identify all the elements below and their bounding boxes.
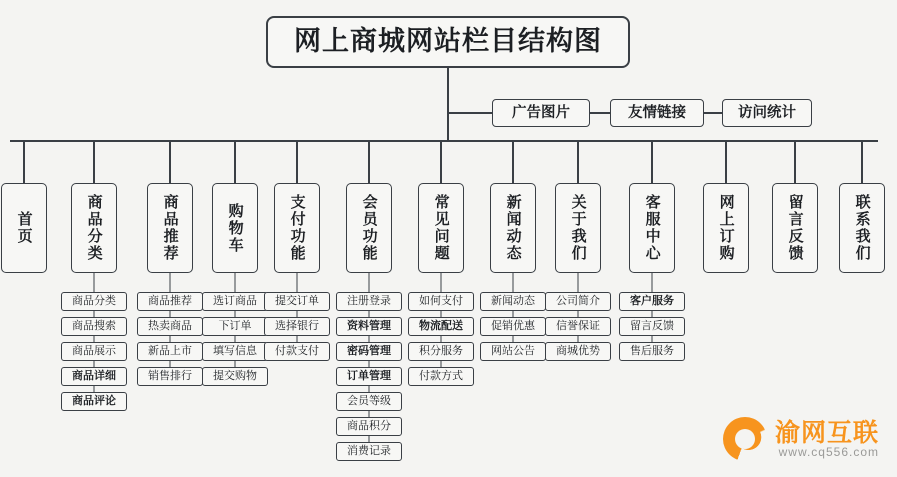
category-13[interactable] <box>839 183 885 273</box>
watermark-url: www.cq556.com <box>778 444 879 459</box>
category-2[interactable] <box>71 183 117 273</box>
node-ad-images[interactable]: 广告图片 <box>492 99 590 127</box>
category-9[interactable] <box>555 183 601 273</box>
leaf-item[interactable] <box>264 342 330 361</box>
leaf-label: 注册登录 <box>347 295 391 308</box>
leaf-label: 消费记录 <box>347 445 391 458</box>
leaf-item[interactable] <box>619 292 685 311</box>
leaf-item[interactable] <box>408 342 474 361</box>
leaf-item[interactable] <box>545 292 611 311</box>
leaf-item[interactable] <box>202 292 268 311</box>
node-visit-stats[interactable]: 访问统计 <box>722 99 812 127</box>
leaf-label: 热卖商品 <box>148 320 192 333</box>
leaf-item[interactable] <box>137 367 203 386</box>
leaf-label: 商品积分 <box>347 420 391 433</box>
leaf-label: 下订单 <box>218 320 252 333</box>
leaf-item[interactable] <box>264 292 330 311</box>
leaf-label: 资料管理 <box>347 320 391 333</box>
leaf-label: 如何支付 <box>419 295 463 308</box>
leaf-item[interactable] <box>619 342 685 361</box>
leaf-item[interactable] <box>336 292 402 311</box>
leaf-label: 订单管理 <box>347 370 391 383</box>
category-11[interactable] <box>703 183 749 273</box>
leaf-item[interactable] <box>202 367 268 386</box>
leaf-item[interactable] <box>408 317 474 336</box>
node-friend-links[interactable]: 友情链接 <box>610 99 704 127</box>
category-label: 新闻动态 <box>504 194 522 262</box>
leaf-item[interactable] <box>545 317 611 336</box>
leaf-item[interactable] <box>61 317 127 336</box>
leaf-label: 选择银行 <box>275 320 319 333</box>
leaf-label: 会员等级 <box>347 395 391 408</box>
leaf-item[interactable] <box>61 392 127 411</box>
category-label: 常见问题 <box>432 194 450 262</box>
category-label: 会员功能 <box>360 194 378 262</box>
leaf-label: 商城优势 <box>556 345 600 358</box>
leaf-item[interactable] <box>336 342 402 361</box>
leaf-label: 付款支付 <box>275 345 319 358</box>
leaf-item[interactable] <box>202 342 268 361</box>
category-label: 网上订购 <box>717 194 735 262</box>
category-3[interactable] <box>147 183 193 273</box>
leaf-label: 促销优惠 <box>491 320 535 333</box>
category-label: 联系我们 <box>853 194 871 262</box>
leaf-item[interactable] <box>137 342 203 361</box>
leaf-label: 客户服务 <box>630 295 674 308</box>
leaf-label: 付款方式 <box>419 370 463 383</box>
leaf-label: 选订商品 <box>213 295 257 308</box>
category-6[interactable] <box>346 183 392 273</box>
leaf-label: 商品分类 <box>72 295 116 308</box>
leaf-item[interactable] <box>61 342 127 361</box>
leaf-item[interactable] <box>336 317 402 336</box>
leaf-label: 网站公告 <box>491 345 535 358</box>
leaf-item[interactable] <box>202 317 268 336</box>
leaf-item[interactable] <box>137 317 203 336</box>
leaf-item[interactable] <box>480 292 546 311</box>
leaf-item[interactable] <box>264 317 330 336</box>
leaf-label: 商品展示 <box>72 345 116 358</box>
category-5[interactable] <box>274 183 320 273</box>
leaf-label: 信誉保证 <box>556 320 600 333</box>
leaf-label: 商品评论 <box>72 395 116 408</box>
leaf-label: 商品搜索 <box>72 320 116 333</box>
leaf-item[interactable] <box>61 292 127 311</box>
leaf-label: 积分服务 <box>419 345 463 358</box>
leaf-label: 新品上市 <box>148 345 192 358</box>
leaf-item[interactable] <box>408 292 474 311</box>
category-label: 商品分类 <box>85 194 103 262</box>
leaf-item[interactable] <box>336 367 402 386</box>
category-label: 购物车 <box>226 202 244 254</box>
leaf-item[interactable] <box>619 317 685 336</box>
leaf-item[interactable] <box>408 367 474 386</box>
leaf-item[interactable] <box>480 342 546 361</box>
leaf-item[interactable] <box>137 292 203 311</box>
leaf-label: 商品推荐 <box>148 295 192 308</box>
leaf-label: 提交订单 <box>275 295 319 308</box>
leaf-label: 密码管理 <box>347 345 391 358</box>
leaf-label: 填写信息 <box>213 345 257 358</box>
category-label: 首页 <box>15 211 33 245</box>
leaf-item[interactable] <box>336 417 402 436</box>
diagram-title: 网上商城网站栏目结构图 <box>266 16 630 68</box>
category-12[interactable] <box>772 183 818 273</box>
watermark-name: 渝网互联 <box>774 418 879 447</box>
category-label: 支付功能 <box>288 194 306 262</box>
category-label: 商品推荐 <box>161 194 179 262</box>
category-1[interactable] <box>1 183 47 273</box>
leaf-item[interactable] <box>545 342 611 361</box>
leaf-label: 留言反馈 <box>630 320 674 333</box>
leaf-item[interactable] <box>61 367 127 386</box>
category-4[interactable] <box>212 183 258 273</box>
leaf-item[interactable] <box>336 392 402 411</box>
category-label: 关于我们 <box>569 194 587 262</box>
category-label: 客服中心 <box>643 194 661 262</box>
leaf-label: 销售排行 <box>148 370 192 383</box>
leaf-label: 售后服务 <box>630 345 674 358</box>
leaf-item[interactable] <box>336 442 402 461</box>
leaf-item[interactable] <box>480 317 546 336</box>
category-label: 留言反馈 <box>786 194 804 262</box>
category-8[interactable] <box>490 183 536 273</box>
leaf-label: 新闻动态 <box>491 295 535 308</box>
leaf-label: 商品详细 <box>72 370 116 383</box>
leaf-label: 公司简介 <box>556 295 600 308</box>
leaf-label: 提交购物 <box>213 370 257 383</box>
category-7[interactable] <box>418 183 464 273</box>
category-10[interactable] <box>629 183 675 273</box>
leaf-label: 物流配送 <box>419 320 463 333</box>
